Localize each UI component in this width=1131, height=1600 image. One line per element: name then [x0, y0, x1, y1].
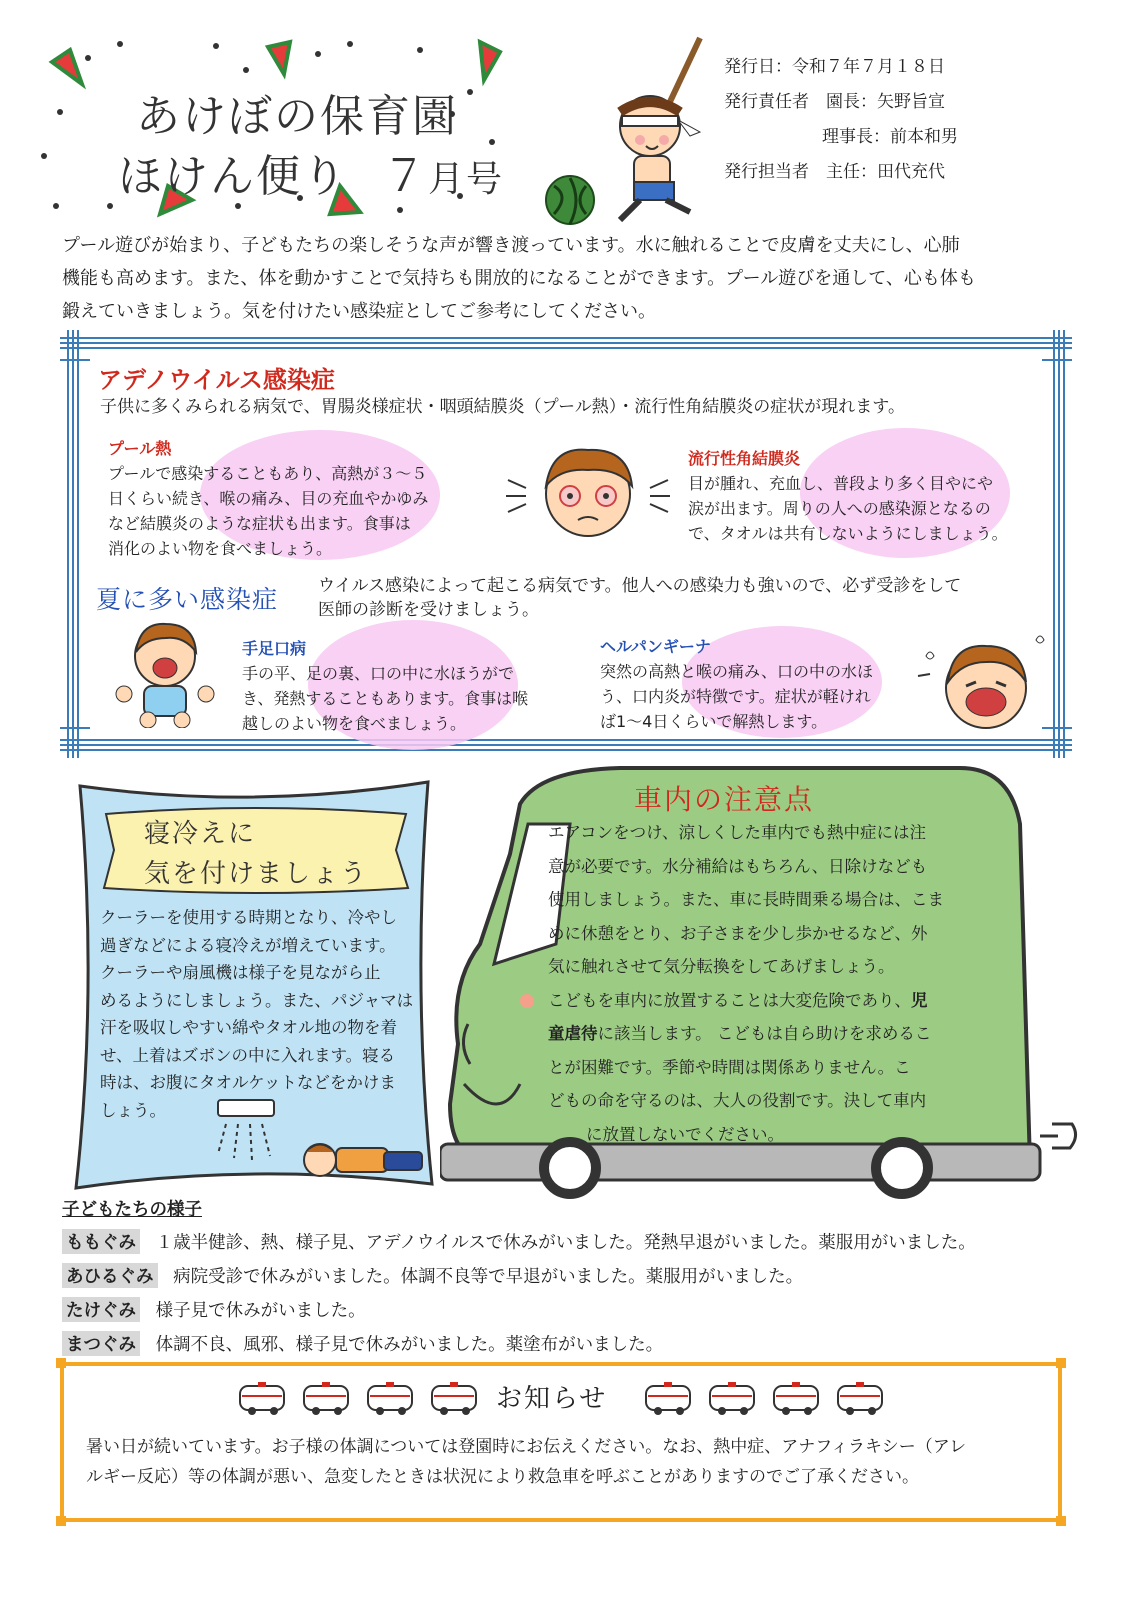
conjunctivitis-title: 流行性角結膜炎 [688, 449, 801, 468]
crying-child-illustration [916, 626, 1046, 738]
intro-text [62, 229, 1072, 328]
issue-meta [724, 50, 958, 190]
car-line: エアコンをつけ、涼しくした車内でも熱中症には注 [548, 823, 927, 842]
car-line: 意が必要です。水分補給はもちろん、日除けなども [548, 856, 928, 876]
car-section [440, 764, 1080, 1206]
hfmd-title: 手足口病 [242, 639, 307, 658]
watermelon-slice-icon [268, 42, 290, 74]
conjunctivitis-line: で、タオルは共有しないようにしましょう。 [688, 524, 1008, 543]
issue-staff: 発行担当者 主任：田代充代 [724, 162, 945, 182]
pool-fever-title: プール熱 [108, 439, 172, 458]
conjunctivitis-block [688, 446, 1048, 546]
header [0, 0, 1131, 225]
ambulance-icon [710, 1382, 754, 1415]
car-line: めに休憩をとり、お子さまを少し歩かせるなど、外 [548, 923, 928, 943]
summer-description [318, 574, 1048, 622]
newsletter-title: あけぼの保育園 [136, 91, 458, 142]
class-label: あひるぐみ [62, 1263, 158, 1288]
boy-watermelon-illustration [540, 36, 720, 226]
car-body [548, 816, 968, 1151]
class-status: 病院受診で休みがいました。体調不良等で早退がいました。薬服用がいました。 [173, 1267, 804, 1287]
herpangina-block [600, 634, 930, 734]
corner-marker [1056, 1516, 1066, 1526]
car-line: 気に触れさせて気分転換をしてあげましょう。 [548, 957, 895, 976]
ambulance-icon [368, 1382, 412, 1415]
pool-fever-line: 日くらい続き、喉の痛み、目の充血やかゆみ [108, 489, 429, 508]
car-line-warning [548, 984, 968, 1018]
issue-chairman: 理事長：前本和男 [822, 127, 958, 147]
herpangina-title: ヘルパンギーナ [600, 637, 711, 656]
sleep-line: クーラーを使用する時期となり、冷やし [100, 908, 397, 927]
newsletter-subtitle [118, 140, 504, 204]
class-status: 様子見で休みがいました。 [155, 1301, 366, 1321]
corner-marker [1056, 1358, 1066, 1368]
kids-status [62, 1196, 1072, 1365]
issue-date: 発行日：令和７年７月１８日 [724, 57, 945, 77]
class-status: 体調不良、風邪、様子見で休みがいました。薬塗布がいました。 [155, 1335, 664, 1355]
ambulance-icon [240, 1382, 284, 1415]
car-line-bold: 児 [911, 990, 928, 1010]
infection-box [60, 330, 1072, 758]
subtitle-month: ７ [382, 151, 428, 202]
ambulance-icon [774, 1382, 818, 1415]
class-status: １歳半健診、熱、様子見、アデノウイルスで休みがいました。発熱早退がいました。薬服用がいました。 [155, 1233, 976, 1253]
sleeping-child-ac-illustration [212, 1094, 432, 1194]
car-heading: 車内の注意点 [634, 783, 815, 816]
intro-line: プール遊びが始まり、子どもたちの楽しそうな声が響き渡っています。水に触れることで皮膚を丈夫にし、心肺 [62, 235, 960, 256]
intro-line: 機能も高めます。また、体を動かすことで気持ちも開放的になることができます。プール遊びを通して、心も体も [62, 268, 976, 289]
class-label: ももぐみ [62, 1229, 140, 1254]
sleep-line: しょう。 [100, 1100, 166, 1120]
sleep-line: めるようにしましょう。また、パジャマは [100, 990, 414, 1010]
intro-line: 鍛えていきましょう。気を付けたい感染症としてご参考にしてください。 [62, 301, 656, 322]
corner-marker [56, 1358, 66, 1368]
class-label: たけぐみ [62, 1297, 140, 1322]
hfmd-block [242, 636, 582, 736]
sleep-line: 時は、お腹にタオルケットなどをかけま [100, 1073, 396, 1092]
kids-row [62, 1263, 1072, 1297]
hfmd-line: き、発熱することもあります。食事は喉 [242, 689, 529, 708]
pool-fever-line: 消化のよい物を食べましょう。 [108, 539, 333, 558]
notice-body [86, 1432, 1046, 1492]
subtitle-prefix: ほけん便り [118, 151, 348, 202]
ambulance-icon [304, 1382, 348, 1415]
hfmd-line: 越しのよい物を食べましょう。 [242, 714, 467, 733]
sleep-heading [144, 814, 368, 894]
sleep-heading-line: 気を付けましょう [144, 859, 369, 889]
conjunctivitis-line: 涙が出ます。周りの人への感染源となるの [688, 499, 991, 518]
car-line-text: に該当します。 こどもは自ら助けを求めるこ [597, 1024, 932, 1043]
car-line: とが困難です。季節や時間は関係ありません。こ [548, 1057, 911, 1077]
notice-line: ルギー反応）等の体調が悪い、急変したときは状況により救急車を呼ぶことがありますのでご了承ください。 [86, 1467, 919, 1487]
sleep-body [100, 904, 440, 1124]
summer-description-line: ウイルス感染によって起こる病気です。他人への感染力も強いので、必ず受診をして [318, 576, 962, 596]
kids-heading: 子どもたちの様子 [62, 1200, 202, 1220]
ambulance-row-left [236, 1380, 496, 1420]
car-line: 使用しましょう。また、車に長時間乗る場合は、こま [548, 890, 944, 909]
bullet-dot-icon [520, 994, 534, 1008]
kids-row [62, 1297, 1072, 1331]
sleep-line: クーラーや扇風機は様子を見ながら止 [100, 963, 381, 982]
sleep-line: せ、上着はズボンの中に入れます。寝る [100, 1045, 396, 1065]
hfmd-child-illustration [110, 616, 220, 728]
issue-responsible: 発行責任者 園長：矢野旨宣 [724, 92, 945, 112]
pool-fever-line: プールで感染することもあり、高熱が３～５ [108, 464, 428, 483]
sleep-line: 汗を吸収しやすい綿やタオル地の物を着 [100, 1018, 397, 1037]
ambulance-icon [432, 1382, 476, 1415]
subtitle-suffix: 月号 [428, 159, 505, 200]
summer-heading: 夏に多い感染症 [96, 585, 279, 614]
ambulance-icon [646, 1382, 690, 1415]
watermelon-slice-icon [52, 50, 82, 84]
hfmd-line: 手の平、足の裏、口の中に水ほうがで [242, 664, 515, 683]
pool-fever-line: など結膜炎のような症状も出ます。食事は [108, 514, 411, 533]
sleep-line: 過ぎなどによる寝冷えが増えています。 [100, 935, 396, 955]
corner-marker [56, 1516, 66, 1526]
sleep-section [62, 770, 446, 1200]
herpangina-line: ば1～4日くらいで解熱します。 [600, 712, 828, 731]
notice-line: 暑い日が続いています。お子様の体調については登園時にお伝えください。なお、熱中症、アナフィラキシー（アレ [86, 1437, 967, 1457]
kids-row [62, 1331, 1072, 1365]
summer-description-line: 医師の診断を受けましょう。 [318, 600, 539, 620]
kids-row [62, 1229, 1072, 1263]
adeno-description: 子供に多くみられる病気で、胃腸炎様症状・咽頭結膜炎（プール熱）・流行性角結膜炎の症状が現れます。 [100, 397, 905, 417]
car-line: どもの命を守るのは、大人の役割です。決して車内 [548, 1091, 927, 1110]
red-eye-child-illustration [498, 440, 678, 540]
watermelon-slice-icon [480, 42, 500, 80]
notice-box [60, 1362, 1062, 1522]
herpangina-line: う、口内炎が特徴です。症状が軽けれ [600, 687, 871, 706]
herpangina-line: 突然の高熱と喉の痛み、口の中の水ほ [600, 662, 873, 681]
ambulance-row-right [642, 1380, 902, 1420]
conjunctivitis-line: 目が腫れ、充血し、普段より多く目やにや [688, 474, 993, 493]
ambulance-icon [838, 1382, 882, 1415]
car-line-bold: 童虐待 [548, 1024, 598, 1043]
adeno-heading: アデノウイルス感染症 [98, 366, 335, 394]
pool-fever-block [108, 436, 488, 561]
sleep-heading-line: 寝冷えに [144, 819, 257, 849]
car-line [548, 1017, 968, 1051]
car-line-text: こどもを車内に放置することは大変危険であり、 [548, 990, 911, 1010]
class-label: まつぐみ [62, 1331, 140, 1356]
car-line: に放置しないでください。 [586, 1124, 784, 1144]
notice-heading: お知らせ [496, 1384, 608, 1414]
